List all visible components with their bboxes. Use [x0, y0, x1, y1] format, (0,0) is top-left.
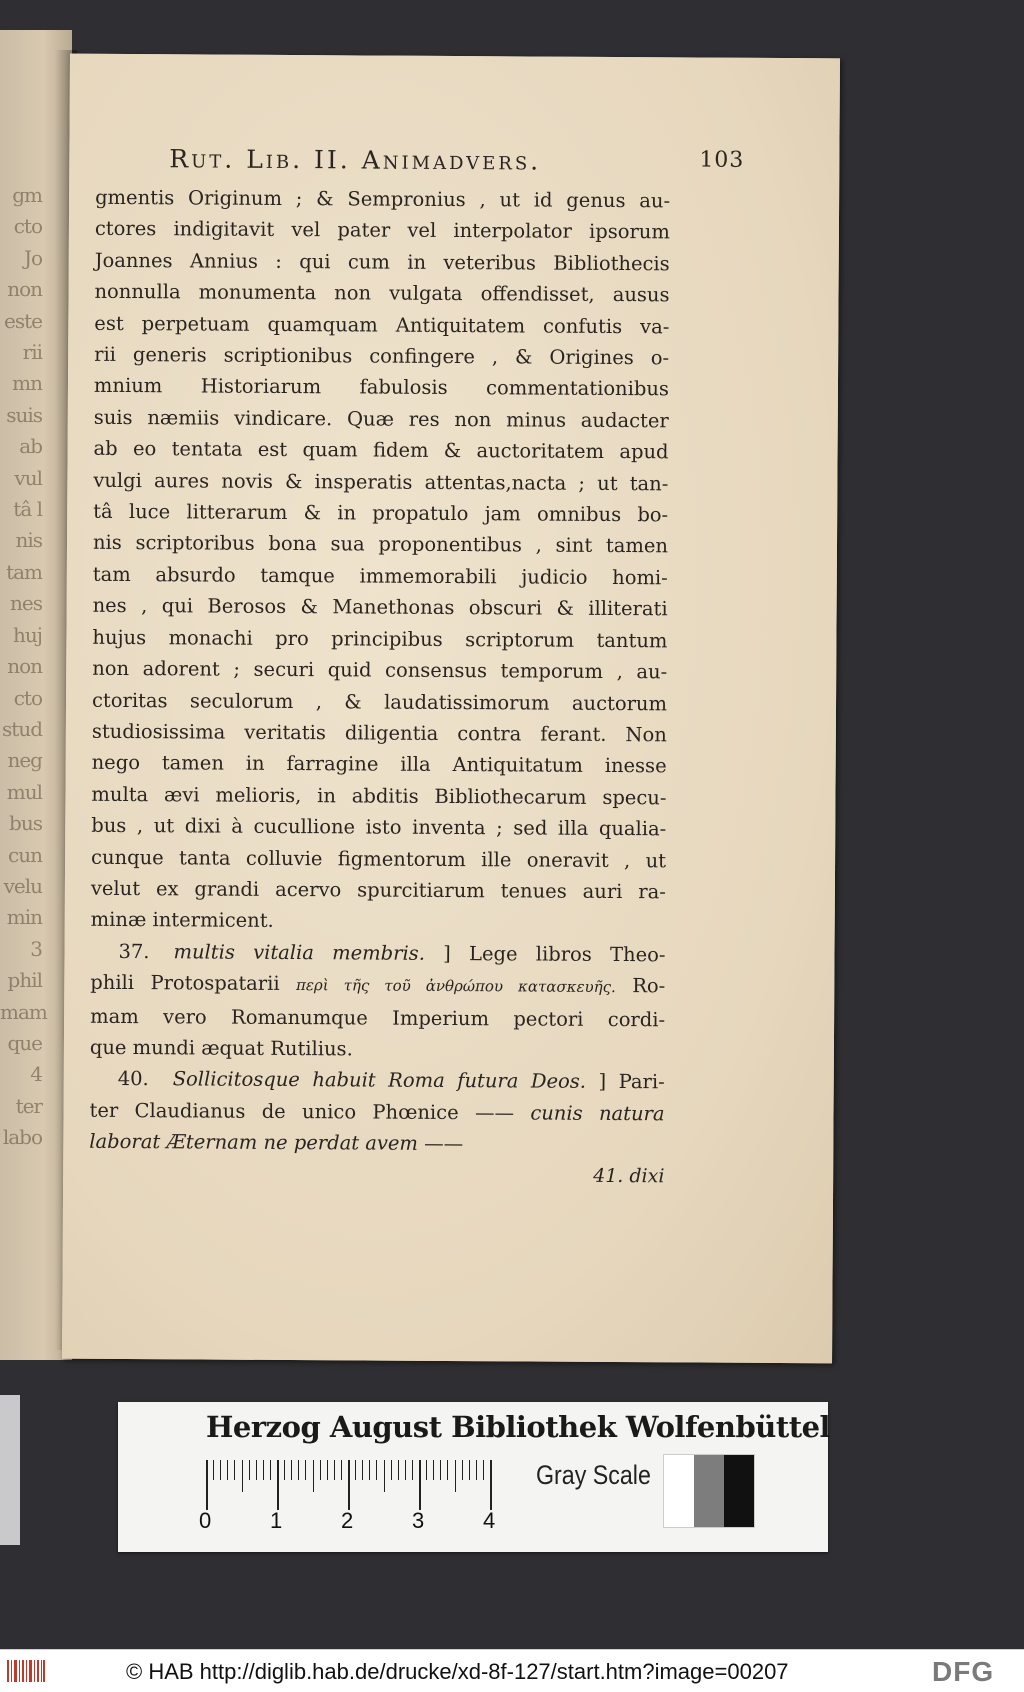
text-line: Joannes Annius : qui cum in veteribus Bibliothecis [94, 248, 670, 276]
ruler-tick [447, 1460, 448, 1480]
note-37-line-2 [90, 967, 665, 1004]
gray-scale-label: Gray Scale [536, 1460, 651, 1490]
facing-text-fragment: non [7, 277, 42, 302]
viewer-footer [0, 1649, 1024, 1692]
facing-text-fragment: non [7, 654, 42, 679]
facing-page-text [0, 180, 47, 1154]
ruler-tick [412, 1460, 413, 1480]
library-name: Herzog August Bibliothek Wolfenbüttel [206, 1410, 831, 1444]
facing-text-fragment: mul [6, 779, 42, 804]
ruler-tick [234, 1460, 235, 1480]
note-40-text-2a: ter Claudianus de unico Phœnice [89, 1098, 459, 1124]
ruler-tick [355, 1460, 356, 1480]
ruler-tick [249, 1460, 250, 1480]
ruler-label: 2 [341, 1508, 354, 1533]
dfg-logo[interactable]: DFG [932, 1656, 995, 1687]
facing-text-fragment: velu [3, 873, 42, 898]
text-line: nis scriptoribus bona sua proponentibus , sint tamen [92, 531, 669, 558]
note-37-line-3: mam vero Romanumque Imperium pectori cordi- [90, 1004, 666, 1031]
ruler-label: 1 [270, 1508, 283, 1533]
ruler-tick [462, 1460, 463, 1480]
text-line: est perpetuam quamquam Antiquitatem confutis va- [94, 311, 670, 338]
ruler-tick [469, 1460, 470, 1480]
facing-text-fragment: phil [7, 968, 42, 993]
ruler-tick [256, 1460, 257, 1480]
text-line: hujus monachi pro principibus scriptorum tantum [92, 625, 668, 653]
facing-text-fragment: que [7, 1030, 42, 1055]
note-40-line-3 [89, 1126, 664, 1161]
note-40-text-1: ] Pari- [598, 1070, 665, 1094]
text-line: vulgi aures novis & insperatis attentas,nacta ; ut tan- [93, 468, 669, 495]
ruler-tick [298, 1460, 299, 1480]
ruler-tick [419, 1460, 421, 1510]
main-paragraph [91, 182, 671, 939]
ruler-tick [263, 1460, 264, 1480]
text-line: suis næmiis vindicare. Quæ res non minus audacter [93, 405, 669, 433]
ruler-tick [206, 1460, 208, 1510]
ruler-tick [433, 1460, 434, 1480]
ruler-tick [362, 1460, 363, 1480]
catchword: 41. dixi [593, 1164, 665, 1188]
ruler-tick [455, 1460, 456, 1492]
ruler-tick [305, 1460, 306, 1480]
facing-text-fragment: nes [10, 591, 42, 616]
ruler-tick [490, 1460, 492, 1510]
ruler-tick [384, 1460, 385, 1492]
running-head [169, 144, 769, 188]
ruler-tick [277, 1460, 279, 1510]
facing-text-fragment: bus [9, 811, 42, 836]
ruler-tick [398, 1460, 399, 1480]
facing-text-fragment: tâ l [13, 497, 42, 522]
facing-text-fragment: nis [15, 528, 42, 553]
facing-text-fragment: ter [15, 1093, 42, 1118]
text-line: ctores indigitavit vel pater vel interpolator ipsorum [94, 217, 670, 244]
ruler-tick [213, 1460, 214, 1480]
text-line: tâ luce litterarum & in propatulo jam omnibus bo- [93, 499, 669, 527]
note-40-dash-1: —— [474, 1100, 515, 1125]
body-text [89, 182, 670, 1161]
facing-text-fragment: labo [2, 1125, 42, 1150]
book-page [62, 54, 840, 1364]
gray-swatch-patch [694, 1455, 724, 1527]
facing-text-fragment: min [6, 905, 42, 930]
text-line: studiosissima veritatis diligentia contra ferant. Non [91, 719, 667, 747]
facing-text-fragment: Jo [23, 245, 42, 270]
note-40-dash-2: —— [424, 1132, 464, 1156]
text-line: cunque tanta colluvie figmentorum ille oneravit , ut [91, 845, 667, 872]
text-line: ctoritas seculorum , & laudatissimorum auctorum [91, 688, 668, 715]
page-number: 103 [699, 147, 745, 173]
text-line: multa ævi melioris, in abditis Bibliothecarum specu- [91, 782, 667, 810]
ruler-tick [220, 1460, 221, 1480]
ruler-tick [426, 1460, 427, 1480]
facing-text-fragment: cto [13, 685, 42, 710]
note-40-number: 40. [117, 1067, 149, 1091]
gray-swatch-patch [664, 1455, 694, 1527]
note-37-text-2b: Ro- [632, 974, 666, 998]
note-40-line-1 [90, 1063, 665, 1098]
facing-text-fragment: tam [6, 559, 42, 584]
ruler-tick [291, 1460, 292, 1480]
note-37-line-1 [90, 936, 665, 971]
ruler-tick [483, 1460, 484, 1480]
ruler-tick [440, 1460, 441, 1480]
facing-text-fragment: neg [7, 748, 42, 773]
facing-text-fragment: suis [6, 402, 42, 427]
text-line: nego tamen in farragine illa Antiquitatum inesse [91, 751, 667, 778]
ruler-tick [227, 1460, 228, 1480]
ruler-label: 3 [412, 1508, 425, 1533]
gray-swatch-patch [724, 1455, 754, 1527]
ruler-tick [376, 1460, 377, 1480]
copyright-url[interactable]: © HAB http://diglib.hab.de/drucke/xd-8f-127/start.htm?image=00207 [126, 1659, 789, 1684]
facing-text-fragment: ab [19, 434, 42, 459]
ruler-labels [194, 1508, 514, 1536]
text-line: velut ex grandi acervo spurcitiarum tenues auri ra- [90, 876, 666, 904]
note-40-text-2b: cunis natura [530, 1101, 665, 1126]
note-37-text-1: ] Lege libros Theo- [443, 941, 666, 967]
note-40-line-2 [89, 1095, 664, 1130]
note-37-greek: περὶ τῆς τοῦ ἀνθρώπου κατασκευῆς. [295, 976, 616, 997]
ruler-tick [242, 1460, 243, 1492]
text-line: gmentis Originum ; & Sempronius , ut id genus au- [95, 185, 671, 213]
text-line: nes , qui Berosos & Manethonas obscuri & illiterati [92, 594, 668, 621]
ruler-tick [405, 1460, 406, 1480]
ruler-tick [341, 1460, 342, 1480]
ruler-tick [391, 1460, 392, 1480]
facing-text-fragment: cto [13, 214, 42, 239]
text-line: non adorent ; securi quid consensus temporum , au- [92, 656, 668, 684]
facing-text-fragment: mn [12, 371, 42, 396]
ruler-tick [270, 1460, 271, 1480]
facing-text-fragment: 4 [30, 1062, 42, 1087]
text-line: minæ intermicent. [90, 908, 274, 933]
text-line: rii generis scriptionibus confingere , & Origines o- [94, 342, 670, 370]
ruler-tick [313, 1460, 314, 1492]
facing-text-fragment: cun [8, 842, 42, 867]
ruler-tick [320, 1460, 321, 1480]
ruler-label: 0 [199, 1508, 212, 1533]
note-40-text-3: laborat Æternam ne perdat avem [89, 1129, 419, 1155]
ruler-label: 4 [483, 1508, 496, 1533]
ruler-tick [369, 1460, 370, 1480]
text-line: ab eo tentata est quam fidem & auctoritatem apud [93, 437, 669, 464]
facing-text-fragment: rii [22, 340, 42, 365]
ruler-tick [284, 1460, 285, 1480]
text-line: nonnulla monumenta non vulgata offendisset, ausus [94, 280, 670, 307]
ruler-tick [348, 1460, 350, 1510]
text-line: mnium Historiarum fabulosis commentationibus [93, 374, 670, 401]
running-head-title: Rut. Lib. II. Animadvers. [169, 144, 542, 176]
note-37-number: 37. [118, 939, 150, 963]
text-line: tam absurdo tamque immemorabili judicio homi- [92, 562, 668, 590]
facing-text-fragment: vul [14, 465, 42, 490]
facing-text-fragment: huj [13, 622, 42, 647]
ruler-tick [476, 1460, 477, 1480]
barcode-icon [6, 1658, 46, 1684]
facing-page-fragment [0, 1395, 20, 1545]
facing-text-fragment: gm [12, 183, 42, 207]
ruler-tick [334, 1460, 335, 1480]
gray-scale-swatch [663, 1454, 755, 1528]
note-37-lemma: multis vitalia membris. [173, 940, 426, 965]
facing-text-fragment: mam [0, 999, 47, 1024]
facing-text-fragment: 3 [30, 936, 42, 961]
color-scale-card [118, 1402, 831, 1552]
note-37-line-4: que mundi æquat Rutilius. [89, 1035, 353, 1061]
facing-text-fragment: este [4, 308, 42, 333]
ruler-tick [327, 1460, 328, 1480]
facing-text-fragment: stud [2, 716, 42, 741]
ruler-scale [206, 1460, 496, 1510]
note-37-text-2a: phili Protospatarii [90, 970, 280, 996]
note-40-lemma: Sollicitosque habuit Roma futura Deos. [172, 1067, 587, 1094]
text-line: bus , ut dixi à cucullione isto inventa ; sed illa qualia- [91, 813, 667, 841]
